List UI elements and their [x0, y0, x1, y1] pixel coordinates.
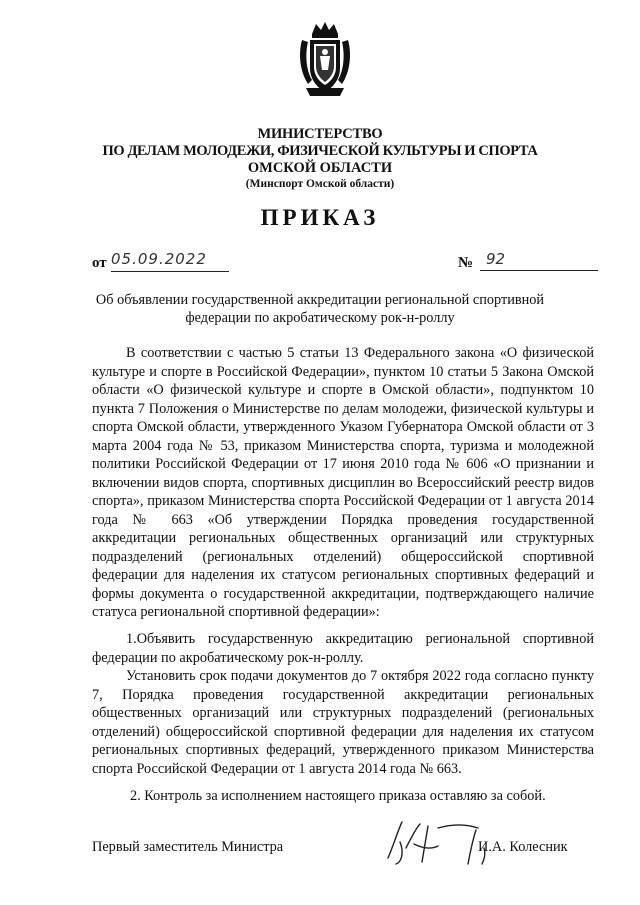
deadline-paragraph: Установить срок подачи документов до 7 октября 2022 года согласно пункту 7, Порядка проведения государственной аккредитации региональных общественных организаций или структурных подразделений (региональных отделений) общероссийской спортивной федерации для наделения их статусом региональных спортивных федераций, утвержденного приказом Министерства спорта Российской Федерации от 1 августа 2014 года № 663.: [92, 668, 594, 777]
order-subject: Об объявлении государственной аккредитации региональной спортивной федерации по акробатическому рок-н-роллу: [95, 292, 545, 326]
preamble-paragraph: В соответствии с частью 5 статьи 13 Федерального закона «О физической культуре и спорте в Российской Федерации», пунктом 10 статьи 5 Закона Омской области «О физической культуре и спорте в Омской области», подпунктом 10 пункта 7 Положения о Министерстве по делам молодежи, физической культуры и спорта Омской области, утвержденного Указом Губернатора Омской области от 3 марта 2004 года № 53, приказом Министерства спорта, туризма и молодежной политики Российской Федерации от 17 июня 2010 года № 606 «О признании и включении видов спорта, спортивных дисциплин во Всероссийский реестр видов спорта», приказом Министерства спорта Российской Федерации от 1 августа 2014 года № 663 «Об утверждении Порядка проведения государственной аккредитации региональных общественных организаций или структурных подразделений (региональных отделений) общероссийской спортивной федерации для наделения их статусом региональных спортивных федераций и формы документа о государственной аккредитации, подтверждающего наличие статуса региональной спортивной федерации»:: [92, 345, 594, 620]
date-label: от: [92, 255, 107, 271]
signer-position: Первый заместитель Министра: [92, 839, 284, 855]
ministry-title-line-3: ОМСКОЙ ОБЛАСТИ: [247, 160, 393, 176]
number-label: №: [458, 255, 474, 271]
signer-name: И.А. Колесник: [478, 839, 568, 855]
ministry-title-line-1: МИНИСТЕРСТВО: [257, 126, 383, 142]
coat-of-arms-icon: [298, 20, 352, 100]
clause-2-paragraph: 2. Контроль за исполнением настоящего приказа оставляю за собой.: [130, 788, 546, 804]
ministry-short-name: (Минспорт Омской области): [245, 178, 395, 190]
document-title: ПРИКАЗ: [260, 205, 380, 230]
order-number: 92: [480, 250, 598, 271]
clause-1-paragraph: 1.Объявить государственную аккредитацию региональной спортивной федерации по акробатическому рок-н-роллу.: [92, 631, 594, 666]
order-date: 05.09.2022: [111, 250, 229, 272]
ministry-title-line-2: ПО ДЕЛАМ МОЛОДЕЖИ, ФИЗИЧЕСКОЙ КУЛЬТУРЫ И СПОРТА: [102, 143, 538, 159]
